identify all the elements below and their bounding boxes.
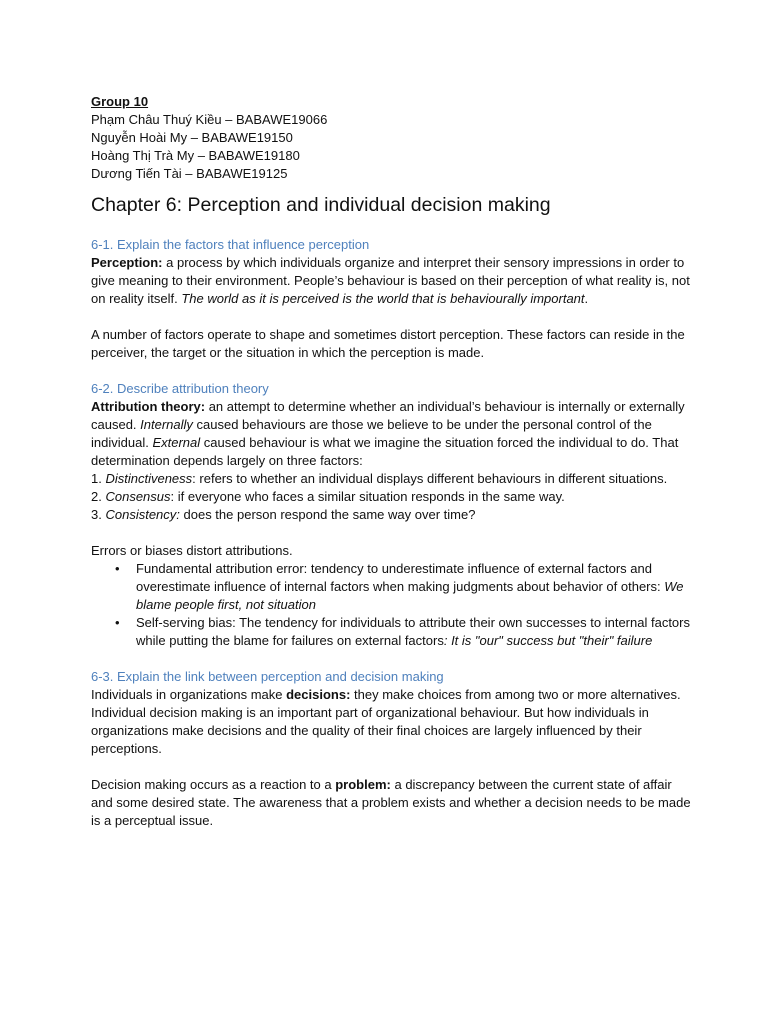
italic-text: External [152, 435, 201, 450]
factor-text: does the person respond the same way over time? [179, 507, 476, 522]
term-attribution-theory: Attribution theory: [91, 399, 206, 414]
paragraph-text: Decision making occurs as a reaction to a [91, 777, 336, 792]
bullet-icon: • [115, 561, 120, 576]
italic-text: The world as it is perceived is the world that is behaviourally important [181, 291, 585, 306]
factor-term: Distinctiveness [105, 471, 193, 486]
list-item-text: Self-serving bias: The tendency for individuals to attribute their own successes to internal factors while putting the blame for failures on external factors [136, 615, 690, 648]
errors-intro: Errors or biases distort attributions. [91, 543, 293, 558]
attribution-paragraph [91, 398, 691, 470]
section-heading: 6-1. Explain the factors that influence perception [91, 237, 370, 252]
term-problem: problem: [335, 777, 391, 792]
bullet-icon: • [115, 615, 120, 630]
paragraph-text: a discrepancy between the current state of affair and some desired state. The awareness that a problem exists and whether a decision needs to be made is a perceptual issue. [91, 777, 691, 828]
factors-paragraph: A number of factors operate to shape and sometimes distort perception. These factors can reside in the perceiver, the target or the situation in which the perception is made. [91, 327, 685, 360]
list-item [91, 560, 691, 614]
factor-number: 3. [91, 507, 106, 522]
paragraph-text: . [584, 291, 589, 306]
factor-number: 2. [91, 489, 106, 504]
italic-text: : It is "our" success but "their" failure [443, 633, 653, 648]
section-6-2 [91, 380, 691, 650]
italic-text: We blame people first, not situation [136, 579, 684, 612]
member-line: Phạm Châu Thuý Kiều – BABAWE19066 [91, 112, 328, 127]
factor-term: Consensus [105, 489, 171, 504]
term-perception: Perception: [91, 255, 163, 270]
italic-text: Internally [140, 417, 193, 432]
factor-term: Consistency: [105, 507, 180, 522]
paragraph-text: they make choices from among two or more alternatives. Individual decision making is an important part of organizational behaviour. But how individuals in organizations make decisions and the quality of their final choices are largely influenced by their perceptions. [91, 687, 681, 756]
paragraph-text: Individuals in organizations make [91, 687, 287, 702]
factor-text: : if everyone who faces a similar situation responds in the same way. [170, 489, 565, 504]
member-line: Dương Tiến Tài – BABAWE19125 [91, 166, 288, 181]
section-heading: 6-2. Describe attribution theory [91, 381, 269, 396]
section-6-3 [91, 668, 691, 830]
member-line: Hoàng Thị Trà My – BABAWE19180 [91, 148, 300, 163]
paragraph-text: caused behaviour is what we imagine the situation forced the individual to do. That determination depends largely on three factors: [91, 435, 679, 468]
factor-item [91, 488, 691, 506]
factor-item [91, 506, 691, 524]
decisions-paragraph [91, 686, 691, 758]
paragraph-text: an attempt to determine whether an individual’s behaviour is internally or externally caused. [91, 399, 685, 432]
bias-list [91, 560, 691, 650]
paragraph-text: caused behaviours are those we believe to be under the personal control of the individual. [91, 417, 652, 450]
group-title: Group 10 [91, 94, 149, 109]
problem-paragraph [91, 776, 691, 830]
section-heading: 6-3. Explain the link between perception and decision making [91, 669, 444, 684]
chapter-title: Chapter 6: Perception and individual decision making [91, 194, 551, 216]
factor-item [91, 470, 691, 488]
list-item-text: Fundamental attribution error: tendency to underestimate influence of external factors and overestimate influence of internal factors when making judgments about behavior of others: [136, 561, 665, 594]
section-6-1 [91, 236, 691, 362]
term-decisions: decisions: [286, 687, 351, 702]
list-item [91, 614, 691, 650]
group-header [91, 93, 691, 183]
paragraph-text: a process by which individuals organize and interpret their sensory impressions in order to give meaning to their environment. People’s behaviour is based on their perception of what reality is, not on reality itself. [91, 255, 690, 306]
factor-number: 1. [91, 471, 106, 486]
document-page [91, 93, 691, 830]
factor-text: : refers to whether an individual displays different behaviours in different situations. [192, 471, 668, 486]
member-line: Nguyễn Hoài My – BABAWE19150 [91, 130, 293, 145]
perception-paragraph [91, 254, 691, 308]
